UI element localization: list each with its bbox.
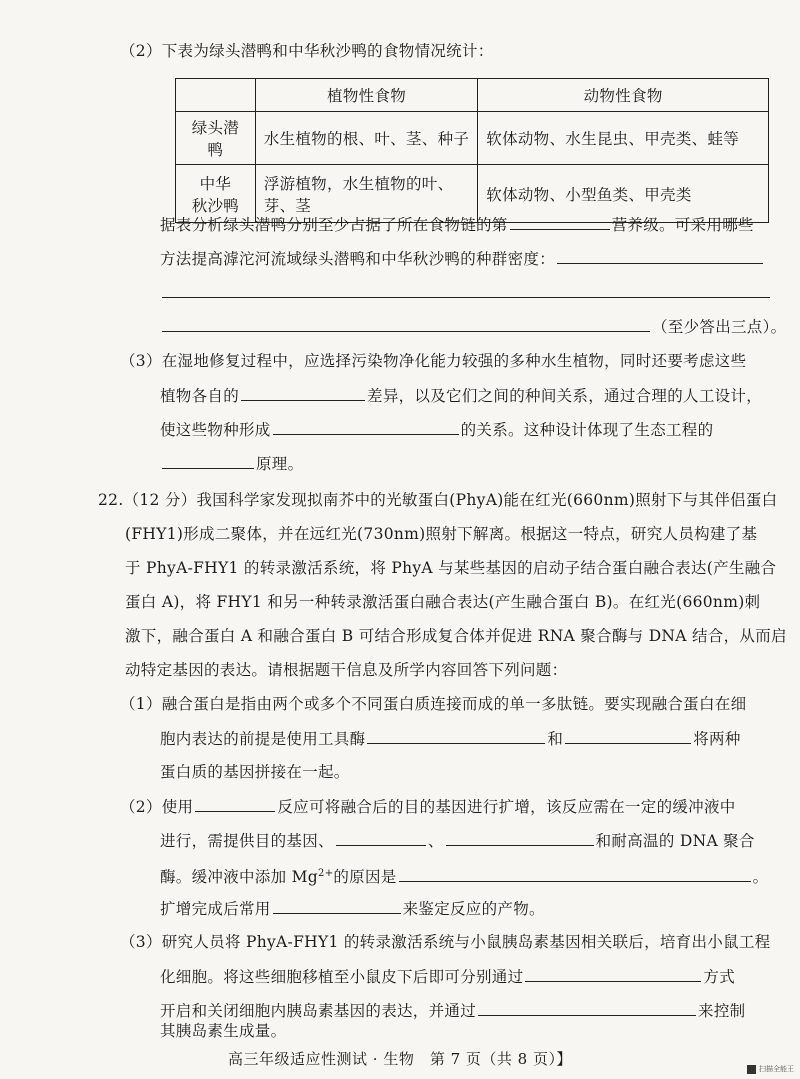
q21-2-line2 [160, 247, 765, 270]
answer-blank[interactable] [195, 795, 275, 812]
q22-line4: 蛋白 A)，将 FHY1 和另一种转录激活蛋白融合表达(产生融合蛋白 B)。在红光(660nm)刺 [125, 593, 761, 611]
text: 方法提高滹沱河流域绿头潜鸭和中华秋沙鸭的种群密度： [160, 250, 556, 268]
q22-line2: (FHY1)形成二聚体，并在远红光(730nm)照射下解离。根据这一特点，研究人员构建了基 [125, 525, 758, 543]
q21-2-line1 [160, 213, 754, 236]
q22-1-line2 [160, 727, 741, 750]
q22-line3: 于 PhyA-FHY1 的转录激活系统，将 PhyA 与某些基因的启动子结合蛋白融合表达(产生融合 [125, 559, 777, 577]
answer-blank[interactable] [525, 965, 701, 982]
q21-3-line2 [160, 384, 762, 407]
table-row [176, 112, 769, 165]
answer-blank[interactable] [162, 452, 254, 469]
q21-2-intro: （2）下表为绿头潜鸭和中华秋沙鸭的食物情况统计： [120, 42, 494, 60]
text: 反应可将融合后的目的基因进行扩增，该反应需在一定的缓冲液中 [277, 798, 736, 816]
table-cell-name: 绿头潜鸭 [176, 112, 256, 165]
q22-1-line3: 蛋白质的基因拼接在一起。 [160, 763, 350, 781]
table-cell-name-line1: 中华 [199, 174, 232, 193]
food-table [175, 78, 769, 223]
table-cell-plant-line2: 芽、茎 [263, 196, 312, 215]
text: 方式 [703, 968, 736, 986]
text: 扩增完成后常用 [160, 900, 271, 918]
answer-blank[interactable] [273, 897, 401, 914]
answer-blank[interactable] [162, 281, 770, 298]
text: 据表分析绿头潜鸭分别至少占据了所在食物链的第 [160, 216, 508, 234]
answer-blank[interactable] [446, 829, 594, 846]
answer-blank[interactable] [273, 418, 459, 435]
text: 差异，以及它们之间的种间关系，通过合理的人工设计， [367, 387, 763, 405]
q22-3-line2 [160, 965, 735, 988]
text: 的关系。这种设计体现了生态工程的 [460, 421, 714, 439]
answer-blank[interactable] [557, 247, 763, 264]
q21-2-line4 [160, 315, 786, 338]
answer-blank[interactable] [367, 727, 545, 744]
text: 植物各自的 [160, 387, 240, 405]
table-cell-plant-line1: 浮游植物，水生植物的叶、 [263, 174, 454, 193]
text: 胞内表达的前提是使用工具酶 [160, 730, 366, 748]
watermark: 扫描全能王 [759, 1065, 794, 1073]
text: 进行，需提供目的基因、 [160, 832, 334, 850]
q22-2-line3 [160, 863, 768, 888]
q22-2-line1 [120, 795, 736, 818]
page-footer: 高三年级适应性测试 · 生物 第 7 页（共 8 页）】 [228, 1050, 572, 1068]
text: 开启和关闭细胞内胰岛素基因的表达，并通过 [160, 1002, 477, 1020]
superscript: 2+ [318, 868, 334, 879]
q22-3-line1: （3）研究人员将 PhyA-FHY1 的转录激活系统与小鼠胰岛素基因相关联后，培育出小鼠工程 [120, 933, 771, 951]
answer-blank[interactable] [478, 999, 696, 1016]
answer-blank[interactable] [565, 727, 691, 744]
answer-blank[interactable] [510, 213, 610, 230]
q21-2-line3 [160, 281, 772, 304]
text: 和 [547, 730, 564, 748]
table-header-animal: 动物性食物 [478, 79, 769, 112]
text: 来控制 [698, 1002, 746, 1020]
text: 化细胞。将这些细胞移植至小鼠皮下后即可分别通过 [160, 968, 524, 986]
text: 酶。缓冲液中添加 Mg [160, 868, 319, 887]
text: 和耐高温的 DNA 聚合 [595, 832, 755, 850]
q22-1-line1: （1）融合蛋白是指由两个或多个不同蛋白质连接而成的单一多肽链。要实现融合蛋白在细 [120, 695, 747, 713]
answer-blank[interactable] [162, 315, 650, 332]
text: 、 [427, 832, 444, 850]
answer-blank[interactable] [241, 384, 365, 401]
text: 来鉴定反应的产物。 [402, 900, 545, 918]
q22-2-line2 [160, 829, 755, 852]
text: （2）使用 [120, 798, 194, 816]
q22-3-line3 [160, 999, 745, 1022]
q22-line5: 激下，融合蛋白 A 和融合蛋白 B 可结合形成复合体并促进 RNA 聚合酶与 DNA 结合，从而启 [125, 627, 787, 645]
qr-icon [747, 1065, 756, 1074]
q22-2-line4 [160, 897, 545, 920]
q21-3-line3 [160, 418, 713, 441]
q22-3-line4: 其胰岛素生成量。 [160, 1022, 287, 1040]
table-header-empty [176, 79, 256, 112]
table-cell-animal: 软体动物、小型鱼类、甲壳类 [478, 165, 769, 223]
text: 的原因是 [333, 868, 397, 887]
table-header-row [176, 79, 769, 112]
text: 将两种 [693, 730, 741, 748]
table-cell-name-line2: 秋沙鸭 [191, 196, 240, 215]
text: 原理。 [256, 455, 304, 473]
table-header-plant: 植物性食物 [255, 79, 477, 112]
text: 使这些物种形成 [160, 421, 271, 439]
text: （至少答出三点）。 [652, 318, 787, 336]
text: 营养级。可采用哪些 [611, 216, 754, 234]
q22-line6: 动特定基因的表达。请根据题干信息及所学内容回答下列问题： [125, 661, 568, 679]
q22-line1: 22.（12 分）我国科学家发现拟南芥中的光敏蛋白(PhyA)能在红光(660nm)照射下与其伴侣蛋白 [98, 491, 778, 509]
table-cell-plant: 水生植物的根、叶、茎、种子 [255, 112, 477, 165]
table-cell-animal: 软体动物、水生昆虫、甲壳类、蛙等 [478, 112, 769, 165]
q21-3-line4 [160, 452, 303, 475]
q21-3-line1: （3）在湿地修复过程中，应选择污染物净化能力较强的多种水生植物，同时还要考虑这些 [120, 352, 747, 370]
text: 。 [752, 868, 769, 887]
answer-blank[interactable] [336, 829, 426, 846]
answer-blank[interactable] [399, 865, 751, 882]
